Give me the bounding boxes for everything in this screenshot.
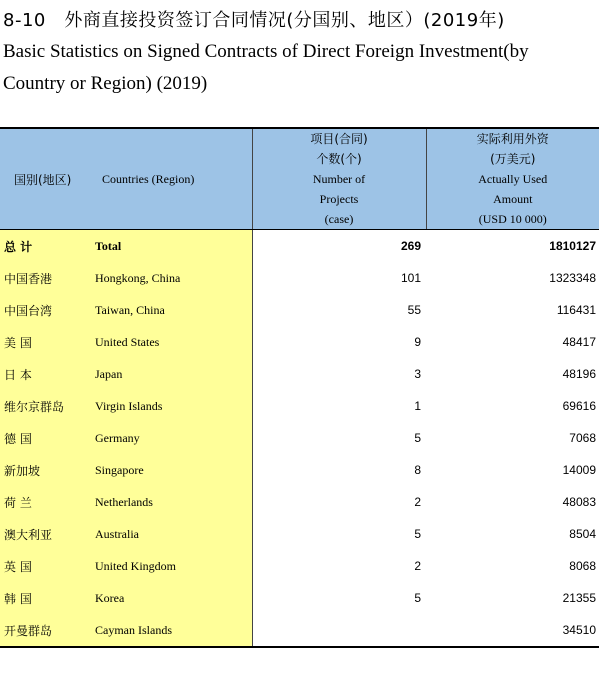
projects-cell: 5 xyxy=(252,518,426,550)
country-cn-cell: 维尔京群岛 xyxy=(0,390,82,422)
statistics-table xyxy=(0,127,599,648)
table-row xyxy=(0,294,599,326)
country-en-cell: Cayman Islands xyxy=(82,614,252,647)
projects-cell: 5 xyxy=(252,422,426,454)
table-row xyxy=(0,582,599,614)
country-en-cell: Singapore xyxy=(82,454,252,486)
country-en-cell: Netherlands xyxy=(82,486,252,518)
table-body xyxy=(0,230,599,648)
amount-cell: 8504 xyxy=(569,527,596,541)
projects-cell: 1 xyxy=(252,390,426,422)
country-cn-cell: 美 国 xyxy=(0,326,82,358)
country-cn-cell: 韩 国 xyxy=(0,582,82,614)
country-en-cell: Virgin Islands xyxy=(82,390,252,422)
projects-cell: 101 xyxy=(252,262,426,294)
country-cn-cell: 德 国 xyxy=(0,422,82,454)
country-cn-cell: 新加坡 xyxy=(0,454,82,486)
country-cn-cell: 澳大利亚 xyxy=(0,518,82,550)
amount-cell: 8068 xyxy=(569,559,596,573)
header-projects-line-4: Projects xyxy=(319,192,359,206)
projects-cell: 2 xyxy=(252,486,426,518)
header-amount xyxy=(426,128,599,230)
total-row xyxy=(0,230,599,263)
table-row xyxy=(0,518,599,550)
amount-cell: 1323348 xyxy=(549,271,596,285)
projects-cell: 269 xyxy=(252,230,426,263)
country-cn-cell: 日 本 xyxy=(0,358,82,390)
country-cn-cell: 荷 兰 xyxy=(0,486,82,518)
projects-cell: 55 xyxy=(252,294,426,326)
header-projects-line-5: (case) xyxy=(324,212,354,226)
amount-cell: 48417 xyxy=(562,335,596,349)
table-title-chinese: 8-10 外商直接投资签订合同情况(分国别、地区）(2019年) xyxy=(3,10,505,31)
projects-cell: 2 xyxy=(252,550,426,582)
table-row xyxy=(0,390,599,422)
country-en-cell: Korea xyxy=(82,582,252,614)
country-en-cell: Australia xyxy=(82,518,252,550)
amount-cell: 48196 xyxy=(562,367,596,381)
header-projects-line-1: 项目(合同) xyxy=(310,132,368,146)
header-amount-line-4: Amount xyxy=(493,192,533,206)
country-en-cell: Taiwan, China xyxy=(82,294,252,326)
header-row xyxy=(0,128,599,230)
country-en-cell: United States xyxy=(82,326,252,358)
country-en-cell: Germany xyxy=(82,422,252,454)
amount-cell: 1810127 xyxy=(549,239,596,253)
country-en-cell: Hongkong, China xyxy=(82,262,252,294)
amount-cell: 116431 xyxy=(556,303,596,317)
header-projects-line-2: 个数(个) xyxy=(316,152,362,166)
header-country-cn: 国别(地区) xyxy=(0,128,82,230)
header-projects-line-3: Number of xyxy=(312,172,366,186)
country-en-cell: Japan xyxy=(82,358,252,390)
country-cn-cell: 中国香港 xyxy=(0,262,82,294)
country-cn-cell: 英 国 xyxy=(0,550,82,582)
table-title-english: Basic Statistics on Signed Contracts of Direct Foreign Investment(by Country or Region) (2019) xyxy=(3,41,529,94)
country-cn-cell: 总 计 xyxy=(0,230,82,263)
table-row xyxy=(0,486,599,518)
amount-cell: 7068 xyxy=(569,431,596,445)
table-row xyxy=(0,454,599,486)
header-projects xyxy=(252,128,426,230)
header-country-en: Countries (Region) xyxy=(82,128,252,230)
projects-cell: 5 xyxy=(252,582,426,614)
table-row xyxy=(0,262,599,294)
projects-cell: 9 xyxy=(252,326,426,358)
amount-cell: 14009 xyxy=(562,463,596,477)
country-cn-cell: 开曼群岛 xyxy=(0,614,82,647)
projects-cell xyxy=(252,614,426,647)
header-amount-line-5: (USD 10 000) xyxy=(478,212,547,226)
header-amount-line-1: 实际利用外资 xyxy=(476,132,549,146)
table-row xyxy=(0,326,599,358)
projects-cell: 8 xyxy=(252,454,426,486)
table-row xyxy=(0,614,599,647)
country-en-cell: Total xyxy=(82,230,252,263)
country-en-cell: United Kingdom xyxy=(82,550,252,582)
table-row xyxy=(0,422,599,454)
table-row xyxy=(0,358,599,390)
amount-cell: 21355 xyxy=(562,591,596,605)
header-amount-line-2: (万美元) xyxy=(490,152,536,166)
amount-cell: 34510 xyxy=(426,614,599,647)
header-amount-line-3: Actually Used xyxy=(478,172,548,186)
amount-cell: 69616 xyxy=(562,399,596,413)
country-cn-cell: 中国台湾 xyxy=(0,294,82,326)
table-row xyxy=(0,550,599,582)
projects-cell: 3 xyxy=(252,358,426,390)
amount-cell: 48083 xyxy=(562,495,596,509)
